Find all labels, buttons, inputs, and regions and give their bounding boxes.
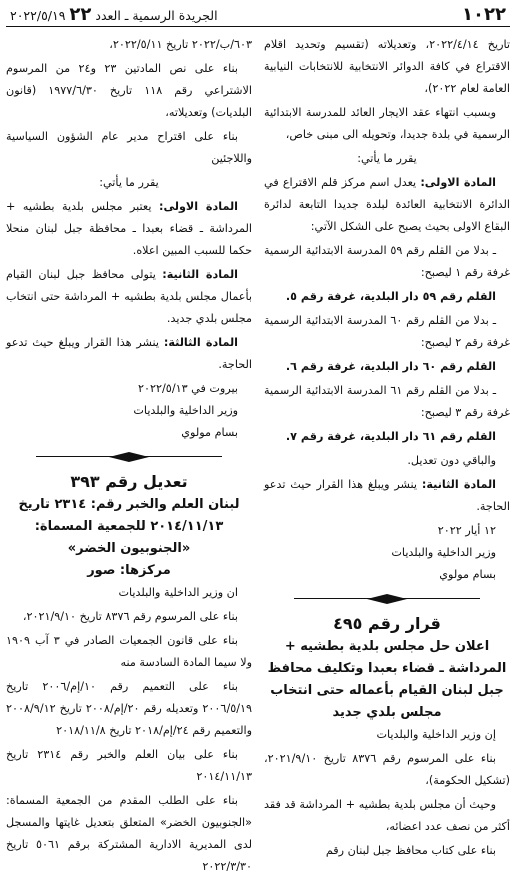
signature-block bbox=[264, 520, 510, 586]
amendment-heading: لبنان العلم والخبر رقم: ٢٣١٤ تاريخ ٢٠١٤/١١/١٣ للجمعية المسماة: «الجنوبيون الخضر» bbox=[18, 497, 240, 556]
amendment-title: تعديل رقم ٣٩٣ bbox=[70, 472, 188, 491]
decision-heading: اعلان حل مجلس بلدية بطشيه + المرداشة ـ قضاء بعبدا وتكليف محافظ جبل لبنان القيام بأعماله حتى انتخاب مجلس بلدي جديد bbox=[267, 639, 507, 720]
decision-title: قرار رقم ٤٩٥ bbox=[333, 614, 441, 633]
signature-block bbox=[6, 378, 252, 444]
association-center: مركزها: صور bbox=[87, 563, 171, 578]
bullet-item: ـ بدلا من القلم رقم ٦٠ المدرسة الابتدائية الرسمية غرفة رقم ٢ ليصبح: bbox=[264, 314, 510, 349]
article-label: المادة الثالثة: bbox=[163, 336, 238, 349]
resolves-heading: يقرر ما يأتي: bbox=[99, 176, 159, 189]
article-text: ينشر ويبلغ هذا القرار حيث تدعو الحاجة. bbox=[264, 478, 510, 513]
article-2 bbox=[264, 474, 510, 518]
left-column bbox=[6, 34, 252, 880]
paragraph: بناء على الطلب المقدم من الجمعية المسماة: «الجنوبيون الخضر» المتعلق بتعديل غايتها والمسجل لدى المديرية الادارية المشتركة برقم ٥٠٦١ تاريخ ٢٠٢٢/٣/٣٠ bbox=[6, 794, 252, 873]
bullet-item: ـ بدلا من القلم رقم ٥٩ المدرسة الابتدائية الرسمية غرفة رقم ١ ليصبح: bbox=[264, 244, 510, 279]
article-text: يعتبر مجلس بلدية بطشيه + المرداشة ـ قضاء بعبدا ـ محافظة جبل لبنان منحلا حكما للسبب المبين اعلاه. bbox=[6, 200, 252, 257]
paragraph: ٦٠٣/ب/٢٠٢٢ تاريخ ٢٠٢٢/٥/١١، bbox=[109, 38, 252, 51]
article-label: المادة الاولى: bbox=[158, 200, 239, 213]
issue-number: ٢٢ bbox=[69, 4, 92, 25]
section-divider bbox=[6, 450, 252, 464]
article-label: المادة الثانية: bbox=[162, 268, 238, 281]
article-label: المادة الاولى: bbox=[420, 176, 497, 189]
signature-name: بسام مولوي bbox=[181, 426, 238, 439]
paragraph: بناء على نص المادتين ٢٣ و٢٤ من المرسوم الاشتراعي رقم ١١٨ تاريخ ١٩٧٧/٦/٣٠ (قانون البلديات) وتعديلاته، bbox=[6, 62, 253, 119]
signature-title: وزير الداخلية والبلديات bbox=[133, 404, 238, 417]
section-divider bbox=[264, 592, 510, 606]
signature-title: وزير الداخلية والبلديات bbox=[391, 546, 496, 559]
paragraph: إن وزير الداخلية والبلديات bbox=[376, 728, 496, 741]
paragraph: والباقي دون تعديل. bbox=[407, 454, 496, 467]
paragraph: بناء على التعميم رقم ١٠/إم/٢٠٠٦ تاريخ ٢٠٠٦/٥/١٩ وتعديله رقم ٢٠/إم/٢٠٠٨ تاريخ ٢٠٠٨/٩/١٢ والتعميم رقم ٢٤/إم/٢٠١٨ تاريخ ٢٠١٨/١١/٨ bbox=[6, 680, 253, 737]
paragraph: وبسبب انتهاء عقد الايجار العائد للمدرسة الابتدائية الرسمية في بلدة جديدا، وتحويله الى مبنى خاص، bbox=[264, 106, 510, 141]
right-column bbox=[264, 34, 510, 864]
article-1 bbox=[264, 172, 510, 238]
article-2 bbox=[6, 264, 252, 330]
paragraph: تاريخ ٢٠٢٢/٤/١٤، وتعديلاته (تقسيم وتحديد اقلام الاقتراع في كافة الدوائر الانتخابية للانتخابات النيابية العامة لعام ٢٠٢٢)، bbox=[264, 38, 510, 95]
journal-name: الجريدة الرسمية ـ العدد bbox=[95, 8, 218, 23]
article-text: ينشر هذا القرار ويبلغ حيث تدعو الحاجة. bbox=[6, 336, 252, 371]
paragraph: بناء على قانون الجمعيات الصادر في ٣ آب ١٩٠٩ ولا سيما المادة السادسة منه bbox=[6, 634, 252, 669]
article-label: المادة الثانية: bbox=[421, 478, 496, 491]
article-text: يعدل اسم مركز قلم الاقتراع في الدائرة الانتخابية العائدة لبلدة جديدا التابعة لدائرة البقاع الاولى بحيث يصبح على الشكل الآتي: bbox=[264, 176, 510, 233]
article-1 bbox=[6, 196, 252, 262]
signature-name: بسام مولوي bbox=[439, 568, 496, 581]
paragraph: بناء على المرسوم رقم ٨٣٧٦ تاريخ ٢٠٢١/٩/١٠، bbox=[22, 610, 238, 623]
paragraph: بناء على بيان العلم والخبر رقم ٢٣١٤ تاريخ ٢٠١٤/١١/١٣ bbox=[6, 748, 252, 783]
bullet-item: ـ بدلا من القلم رقم ٦١ المدرسة الابتدائية الرسمية غرفة رقم ٣ ليصبح: bbox=[264, 384, 510, 419]
signature-date: ١٢ أيار ٢٠٢٢ bbox=[437, 524, 496, 537]
paragraph: بناء على المرسوم رقم ٨٣٧٦ تاريخ ٢٠٢١/٩/١٠، (تشكيل الحكومة)، bbox=[264, 752, 510, 787]
bullet-result: القلم رقم ٦١ دار البلدية، غرفة رقم ٧. bbox=[285, 430, 496, 443]
bullet-result: القلم رقم ٥٩ دار البلدية، غرفة رقم ٥. bbox=[285, 290, 496, 303]
bullet-result: القلم رقم ٦٠ دار البلدية، غرفة رقم ٦. bbox=[285, 360, 496, 373]
page-header bbox=[6, 4, 510, 27]
paragraph: بناء على كتاب محافظ جبل لبنان رقم bbox=[325, 844, 496, 857]
header-title bbox=[10, 4, 218, 27]
paragraph: وحيث أن مجلس بلدية بطشيه + المرداشة قد فقد أكثر من نصف عدد اعضائه، bbox=[264, 798, 510, 833]
article-text: يتولى محافظ جبل لبنان القيام بأعمال مجلس بلدية بطشيه + المرداشة حتى انتخاب مجلس بلدي جديد. bbox=[6, 268, 252, 325]
resolves-heading: يقرر ما يأتي: bbox=[357, 152, 417, 165]
paragraph: بناء على اقتراح مدير عام الشؤون السياسية واللاجئين bbox=[6, 130, 252, 165]
page-number: ١٠٢٢ bbox=[462, 4, 506, 25]
paragraph: ان وزير الداخلية والبلديات bbox=[118, 586, 238, 599]
issue-date: ٢٠٢٢/٥/١٩ bbox=[10, 8, 66, 23]
signature-date: بيروت في ٢٠٢٢/٥/١٣ bbox=[138, 382, 238, 395]
article-3 bbox=[6, 332, 252, 376]
